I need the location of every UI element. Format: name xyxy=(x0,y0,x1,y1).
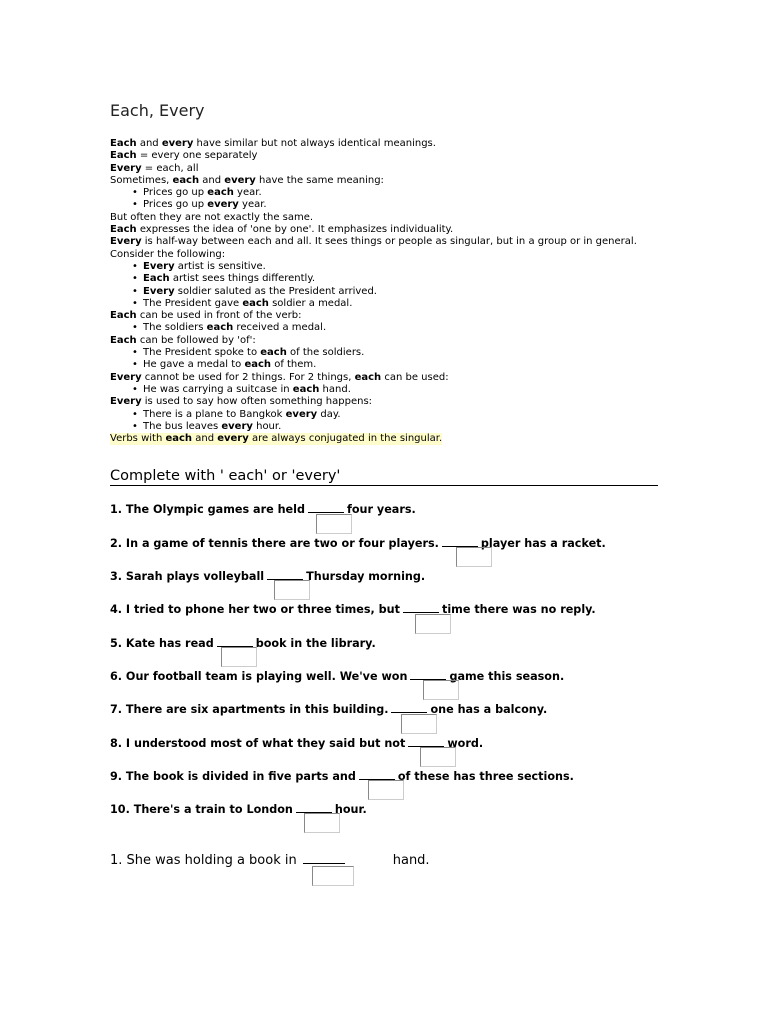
note-line: Every is used to say how often something happens: xyxy=(110,396,373,408)
note-bullet: • The President spoke to each of the soldiers. xyxy=(110,347,637,359)
answer-blank xyxy=(296,800,332,813)
note-line: Every = each, all xyxy=(110,162,199,174)
answer-blank xyxy=(410,667,446,680)
note-line: Sometimes, each and every have the same meaning: xyxy=(110,174,384,186)
note-line: Each can be followed by 'of': xyxy=(110,334,256,346)
question-4: 4. I tried to phone her two or three times, but time there was no reply. xyxy=(110,600,596,616)
grammar-notes xyxy=(110,138,637,445)
note-line: Each expresses the idea of 'one by one'. It emphasizes individuality. xyxy=(110,224,454,236)
question-6: 6. Our football team is playing well. We've won game this season. xyxy=(110,667,564,683)
answer-blank xyxy=(391,700,427,713)
question-2: 2. In a game of tennis there are two or four players. player has a racket. xyxy=(110,534,606,550)
note-bullet: • Prices go up every year. xyxy=(110,199,637,211)
question-8: 8. I understood most of what they said but not word. xyxy=(110,734,483,750)
note-bullet: • Prices go up each year. xyxy=(110,187,637,199)
note-bullet: • He gave a medal to each of them. xyxy=(110,359,637,371)
answer-input-8[interactable] xyxy=(420,747,456,767)
answer-blank xyxy=(217,634,253,647)
answer-input-10[interactable] xyxy=(304,813,340,833)
note-line: But often they are not exactly the same. xyxy=(110,211,314,223)
note-bullet: • There is a plane to Bangkok every day. xyxy=(110,409,637,421)
exercise-title: Complete with ' each' or 'every' xyxy=(110,468,658,486)
answer-input-6[interactable] xyxy=(423,680,459,700)
note-bullet: • The soldiers each received a medal. xyxy=(110,322,637,334)
note-bullet: • He was carrying a suitcase in each hand. xyxy=(110,384,637,396)
answer-input-4[interactable] xyxy=(415,614,451,634)
answer-input-7[interactable] xyxy=(401,714,437,734)
extra-question: 1. She was holding a book in hand. xyxy=(110,853,430,868)
answer-blank xyxy=(359,767,395,780)
note-bullet: • Every artist is sensitive. xyxy=(110,261,637,273)
question-5: 5. Kate has read book in the library. xyxy=(110,634,376,650)
answer-blank xyxy=(267,567,303,580)
note-bullet: • Each artist sees things differently. xyxy=(110,273,637,285)
answer-input-3[interactable] xyxy=(274,580,310,600)
note-line: Each can be used in front of the verb: xyxy=(110,310,302,322)
answer-input-5[interactable] xyxy=(221,647,257,667)
question-3: 3. Sarah plays volleyball Thursday morning. xyxy=(110,567,425,583)
question-1: 1. The Olympic games are held four years. xyxy=(110,500,416,516)
note-bullet: • The bus leaves every hour. xyxy=(110,421,637,433)
answer-blank xyxy=(308,500,344,513)
note-highlight: Verbs with each and every are always conjugated in the singular. xyxy=(110,433,443,445)
page-title: Each, Every xyxy=(110,101,205,120)
answer-blank xyxy=(408,734,444,747)
note-bullet: • The President gave each soldier a medal. xyxy=(110,298,637,310)
question-10: 10. There's a train to London hour. xyxy=(110,800,367,816)
answer-input-1[interactable] xyxy=(316,514,352,534)
question-7: 7. There are six apartments in this building. one has a balcony. xyxy=(110,700,547,716)
answer-blank xyxy=(303,851,345,864)
answer-blank xyxy=(403,600,439,613)
note-line: Each and every have similar but not always identical meanings. xyxy=(110,138,436,149)
answer-input-extra[interactable] xyxy=(312,866,354,886)
note-line: Each = every one separately xyxy=(110,150,258,162)
question-9: 9. The book is divided in five parts and of these has three sections. xyxy=(110,767,574,783)
answer-input-9[interactable] xyxy=(368,780,404,800)
answer-input-2[interactable] xyxy=(456,547,492,567)
note-line: Consider the following: xyxy=(110,248,226,260)
note-bullet: • Every soldier saluted as the President arrived. xyxy=(110,286,637,298)
note-line: Every cannot be used for 2 things. For 2 things, each can be used: xyxy=(110,371,449,383)
answer-blank xyxy=(442,534,478,547)
note-line: Every is half-way between each and all. It sees things or people as singular, but in a group or in general. xyxy=(110,236,637,248)
